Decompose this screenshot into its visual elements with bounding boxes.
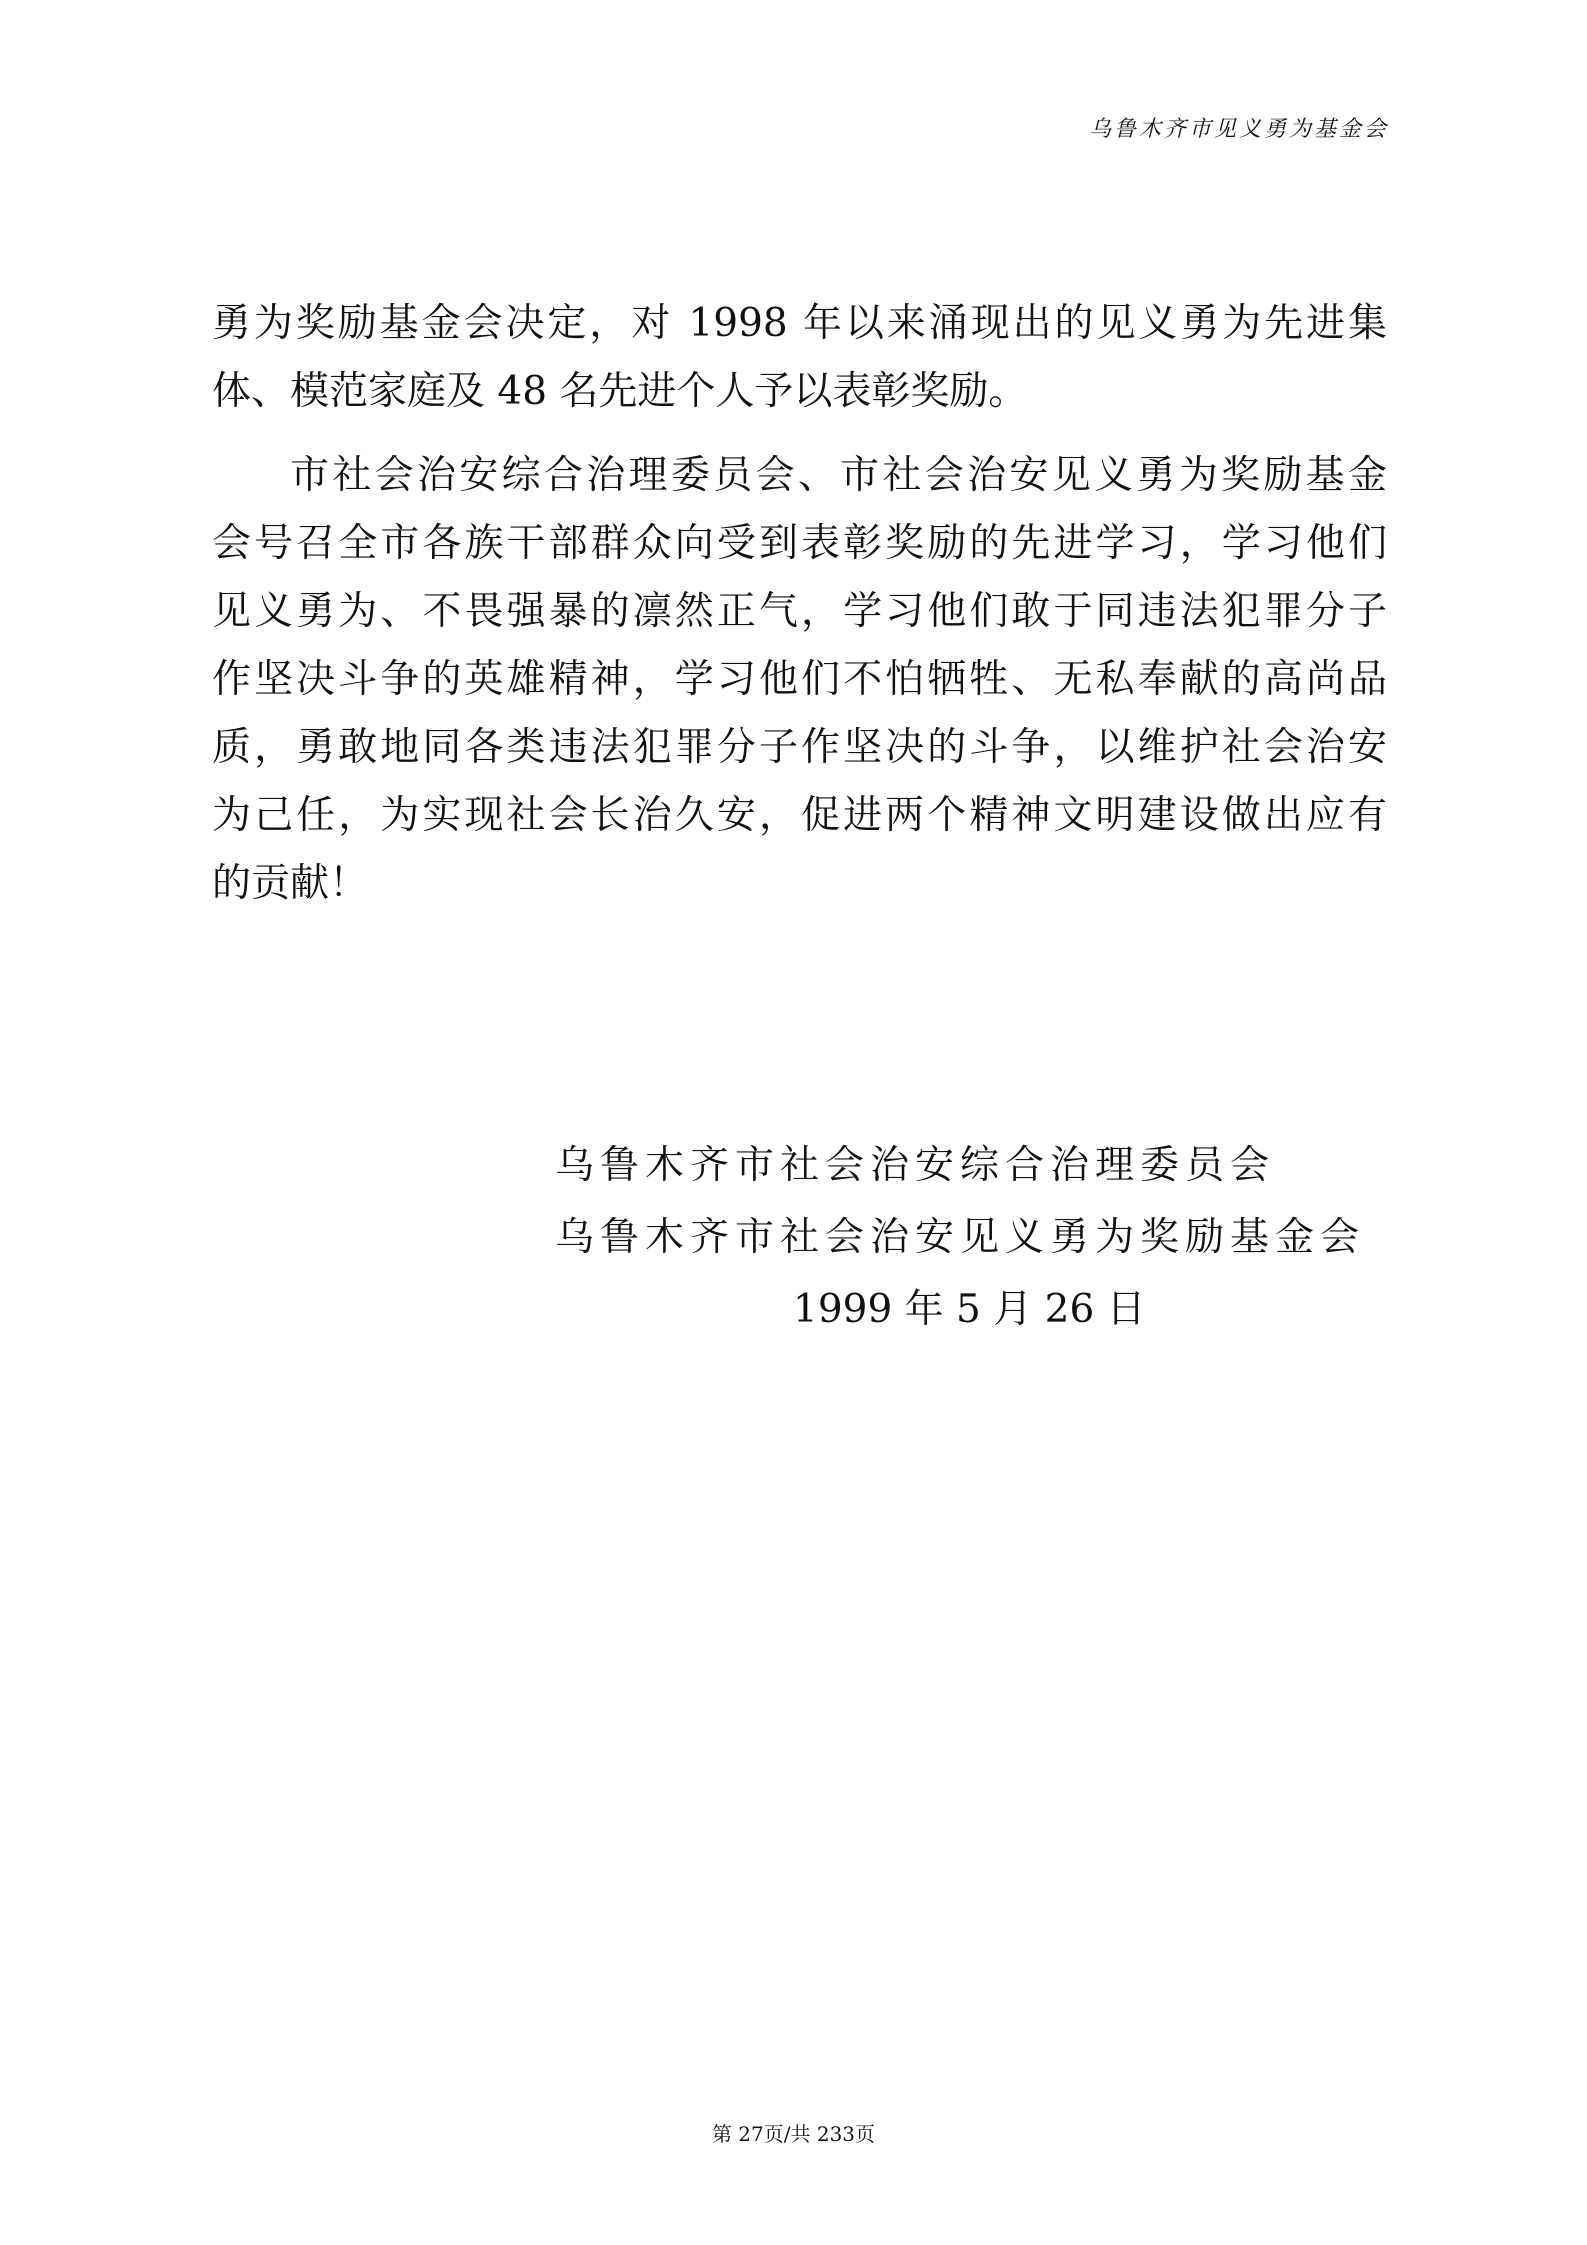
- body-line: 勇为奖励基金会决定，对 1998 年以来涌现出的见义勇为先进集: [212, 301, 1387, 346]
- page-header: 乌鲁木齐市见义勇为基金会: [1088, 117, 1389, 142]
- body-line: 为己任，为实现社会长治久安，促进两个精神文明建设做出应有: [212, 793, 1387, 838]
- body-line: 质，勇敢地同各类违法犯罪分子作坚决的斗争，以维护社会治安: [212, 725, 1387, 770]
- signature-date: 1999 年 5 月 26 日: [793, 1287, 1146, 1332]
- document-body: [212, 290, 1387, 918]
- body-line: 见义勇为、不畏强暴的凛然正气，学习他们敢于同违法犯罪分子: [212, 589, 1387, 634]
- signature-org-foundation: 乌鲁木齐市社会治安见义勇为奖励基金会: [555, 1215, 1366, 1260]
- body-line: 会号召全市各族干部群众向受到表彰奖励的先进学习，学习他们: [212, 521, 1387, 566]
- body-line: 体、模范家庭及 48 名先进个人予以表彰奖励。: [212, 369, 1028, 414]
- body-line: 市社会治安综合治理委员会、市社会治安见义勇为奖励基金: [290, 453, 1387, 498]
- signature-block: [555, 1130, 1365, 1346]
- body-line: 的贡献！: [212, 861, 369, 906]
- signature-org-committee: 乌鲁木齐市社会治安综合治理委员会: [555, 1143, 1276, 1188]
- body-line: 作坚决斗争的英雄精神，学习他们不怕牺牲、无私奉献的高尚品: [212, 657, 1387, 702]
- page-number: 第 27页/共 233页: [711, 2122, 876, 2146]
